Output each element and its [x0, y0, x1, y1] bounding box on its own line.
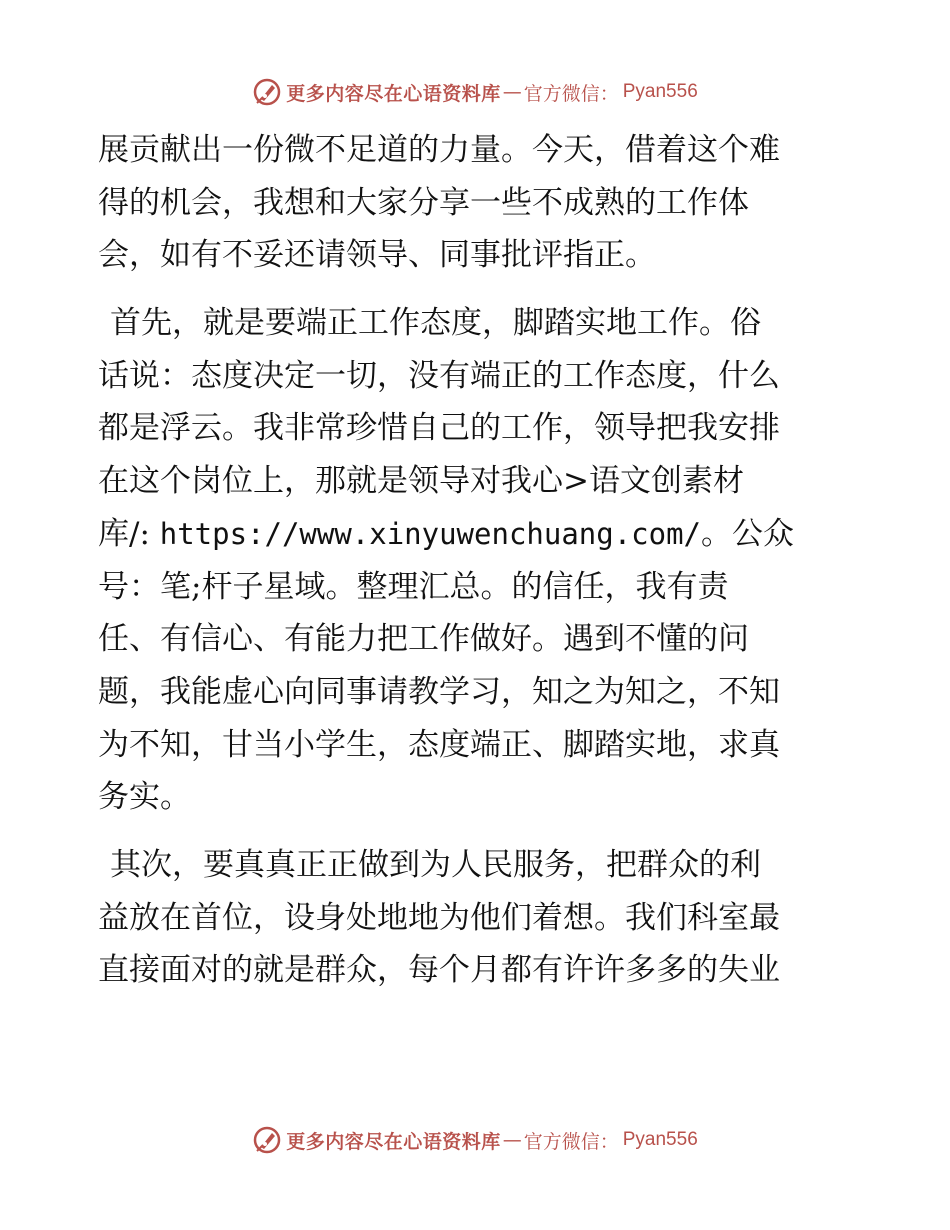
banner-site-text: 更多内容尽在心语资料库: [286, 1130, 501, 1153]
text-line: 务实。: [98, 779, 191, 816]
text-line: 会，如有不妥还请领导、同事批评指正。: [98, 237, 656, 274]
banner-wechat-id: Pyan556: [622, 81, 698, 102]
banner-dash: —: [502, 1129, 522, 1151]
text-line: 首先，就是要端正工作态度，脚踏实地工作。俗: [110, 305, 761, 342]
pen-nib-circle-logo-icon: [252, 1125, 282, 1155]
document-body: [98, 124, 850, 997]
pen-nib-circle-logo-icon: [252, 77, 282, 107]
text-line: 益放在首位，设身处地地为他们着想。我们科室最: [98, 899, 780, 936]
footer-banner: [0, 1120, 950, 1160]
text-line: 都是浮云。我非常珍惜自己的工作，领导把我安排: [98, 410, 780, 447]
banner-site-text: 更多内容尽在心语资料库: [286, 82, 501, 105]
text-line: 直接面对的就是群众，每个月都有许许多多的失业: [98, 952, 780, 989]
text-line: 话说：态度决定一切，没有端正的工作态度，什么: [98, 357, 780, 394]
text-line: 号：笔;杆子星域。整理汇总。的信任，我有责: [98, 568, 729, 605]
website-url-link[interactable]: https://www.xinyuwenchuang.com/: [159, 516, 701, 551]
text-line: 其次，要真真正正做到为人民服务，把群众的利: [110, 846, 761, 883]
text-line: 为不知，甘当小学生，态度端正、脚踏实地，求真: [98, 726, 780, 763]
text-line: 在这个岗位上，那就是领导对我心>语文创素材: [98, 463, 744, 500]
text-line: 展贡献出一份微不足道的力量。今天，借着这个难: [98, 132, 780, 168]
banner-wechat-label: 官方微信：: [523, 1130, 619, 1153]
text-line: 任、有信心、有能力把工作做好。遇到不懂的问: [98, 621, 749, 658]
text-line: 得的机会，我想和大家分享一些不成熟的工作体: [98, 184, 749, 221]
banner-wechat-id: Pyan556: [622, 1129, 698, 1150]
banner-wechat-label: 官方微信：: [523, 82, 619, 105]
text-line-with-url: [98, 508, 850, 561]
paragraph-3: [98, 839, 850, 997]
paragraph-1: [98, 124, 850, 282]
paragraph-2: [98, 297, 850, 824]
text-line: 题，我能虚心向同事请教学习，知之为知之，不知: [98, 673, 780, 710]
header-banner: [0, 72, 950, 112]
banner-dash: —: [502, 81, 522, 103]
line-suffix: 。公众: [701, 515, 794, 552]
line-prefix: 库/:: [98, 515, 160, 552]
